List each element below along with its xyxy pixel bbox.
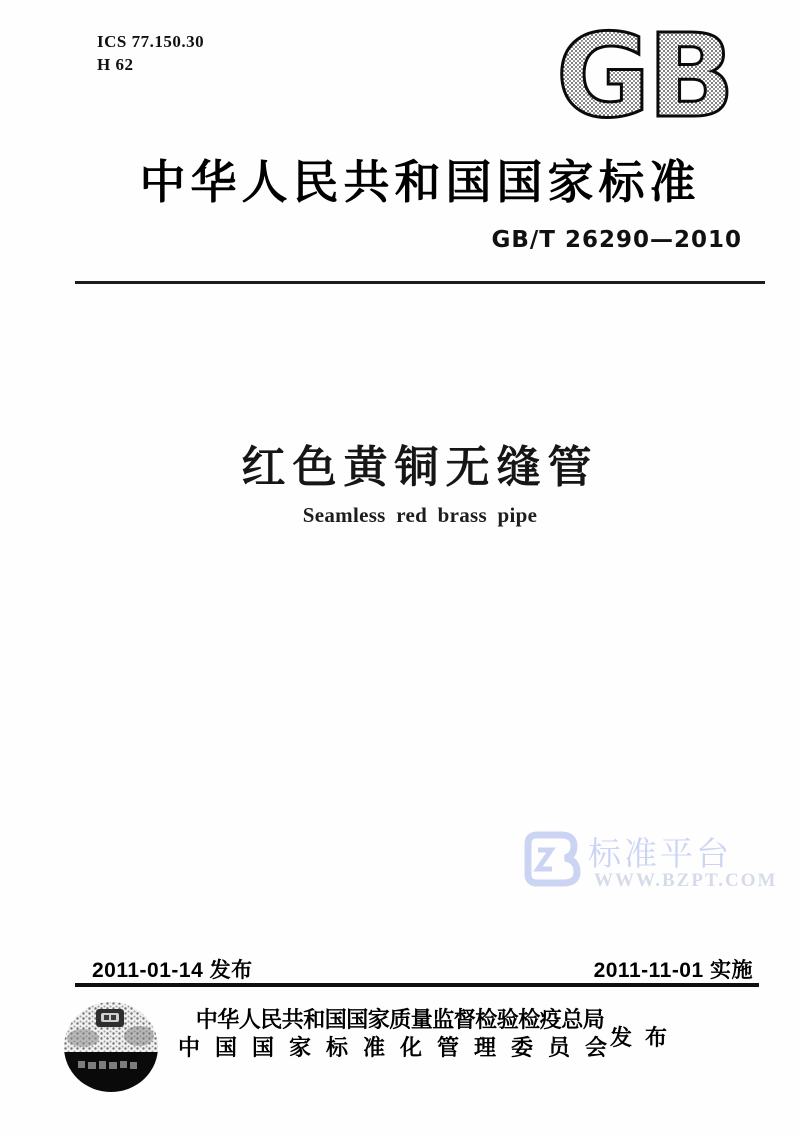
standard-title-cn: 红色黄铜无缝管 (241, 443, 599, 492)
standard-number: GB/T 26290—2010 (491, 227, 742, 253)
issuer-line-1: 中华人民共和国国家质量监督检验检疫总局 (195, 1007, 605, 1032)
classification-codes (97, 30, 204, 76)
page-title: 中华人民共和国国家标准 (139, 157, 701, 208)
doc-class-code: H 62 (97, 55, 134, 74)
standard-title-en: Seamless red brass pipe (302, 503, 538, 527)
date-row (92, 954, 753, 984)
gb-logo-icon (543, 26, 745, 126)
watermark-site-name: 标准平台 (588, 835, 732, 872)
implementation-date: 2011-11-01 实施 (593, 959, 753, 982)
top-divider (75, 281, 765, 284)
issue-date: 2011-01-14 发布 (92, 959, 253, 982)
ics-code: ICS 77.150.30 (97, 32, 205, 51)
bottom-divider (75, 983, 759, 987)
watermark (520, 826, 778, 916)
gb-logo-text: GB (555, 26, 733, 126)
watermark-site-url: WWW.BZPT.COM (594, 870, 778, 891)
bzpt-logo-icon (520, 829, 586, 889)
issuer-line-2: 中国国家标准化管理委员会 (177, 1035, 622, 1060)
publish-label: 发布 (610, 1025, 681, 1050)
